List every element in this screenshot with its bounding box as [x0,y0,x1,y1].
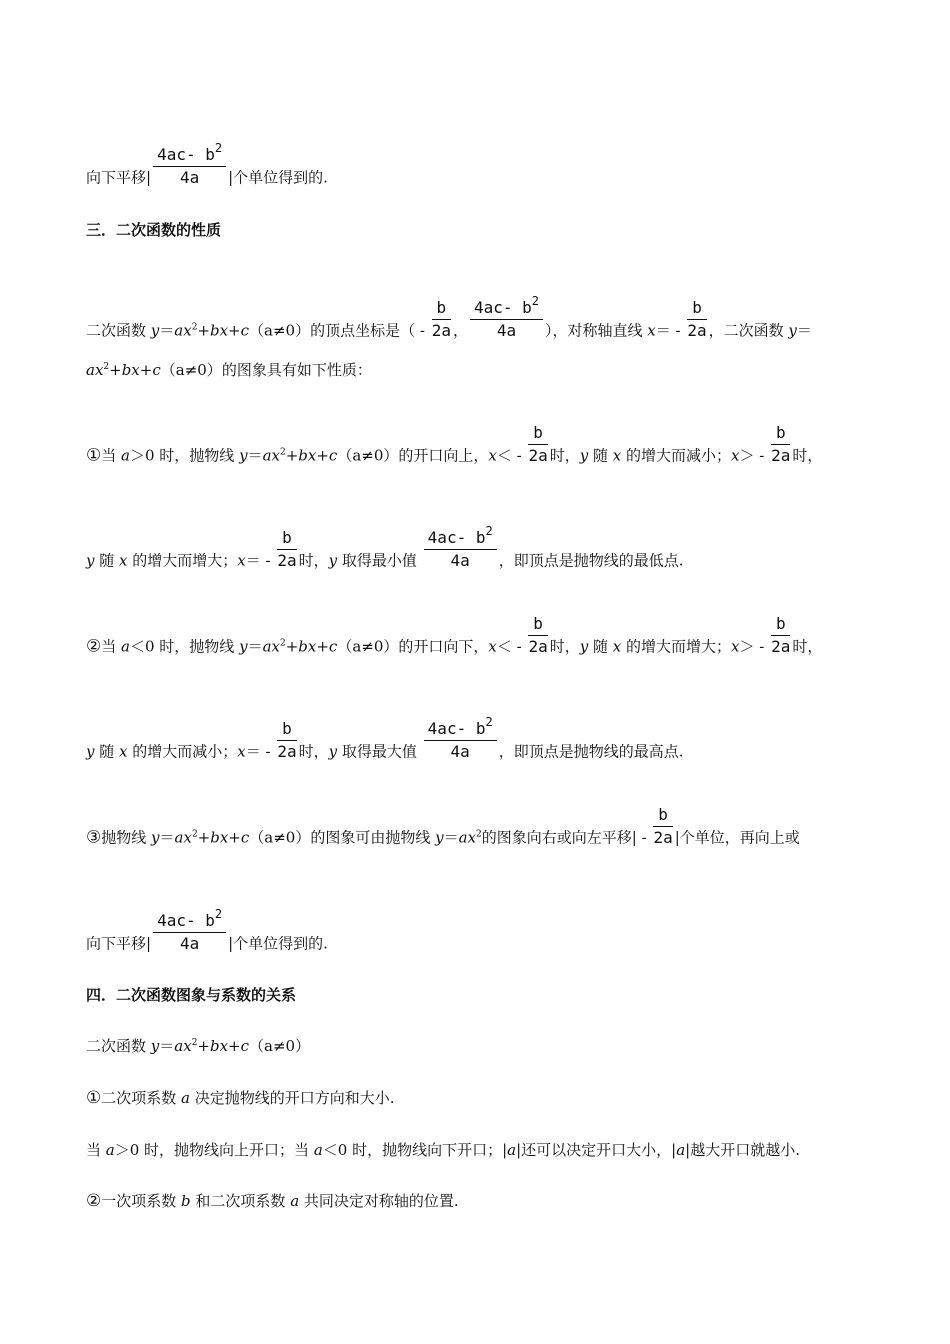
text: （a≠0） [249,828,311,847]
text: 时， [549,446,580,465]
text: ＝ [247,637,263,656]
fraction-b-over-2a [771,424,790,465]
fraction-b-over-2a [432,299,451,340]
num: b [771,615,790,636]
text-line-case1-b [86,524,684,582]
text: ， [452,321,468,340]
var: a [105,1141,115,1159]
text: 向下平移| [86,168,152,187]
text: 决定抛物线的开口方向和大小. [189,1089,395,1107]
var: y [788,321,797,340]
fraction-b-over-2a [528,424,547,465]
text: 的开口向上， [398,446,489,465]
text: 取得最大值 [337,742,422,761]
text: 当 [101,637,122,656]
sup: 2 [485,715,493,729]
var: x [119,742,128,761]
var: y [150,1037,160,1055]
var: a [121,446,130,465]
den: 2a [277,742,297,761]
text-line-def [86,1036,310,1056]
den: 2a [653,828,673,847]
sup: 2 [531,294,540,308]
num: b [528,424,547,445]
text-line-shift-2 [86,907,328,965]
circled-2: ② [86,636,102,657]
den: 4a [496,321,517,340]
var: x [488,446,497,465]
text: 二次函数 [86,1037,151,1055]
den: 4a [450,742,470,761]
var: +bx+c [197,1037,250,1055]
fraction-b-over-2a [687,299,706,340]
text: ＞0 时，抛物线 [129,446,240,465]
var: ax [262,637,280,656]
text: 二次函数 [86,321,151,340]
num: b [277,529,296,550]
var: +bx+c [109,361,161,379]
fraction-b-over-2a [528,615,547,656]
var: x [731,446,740,465]
text: 抛物线 [101,828,152,847]
text: 随 [588,637,613,656]
text: 向下平移| [86,934,152,953]
text: ＝ [443,828,459,847]
fraction-b-over-2a [653,806,672,847]
num: b [432,299,451,320]
num: 4ac- b [157,145,215,164]
sup: 2 [476,829,482,840]
var: +bx+c [285,637,338,656]
var: x [237,742,246,761]
num: b [528,615,547,636]
text: 的增大而减小； [127,742,238,761]
var: a [676,1141,686,1159]
text: 的增大而增大； [621,637,732,656]
fraction-4ac-b2-over-4a [424,524,497,570]
text: ＞ - [739,446,770,465]
text: 的图象向右或向左平移| - [481,828,652,847]
text: |个单位，再向上或 [674,828,800,847]
num: b [277,720,296,741]
num: b [653,806,672,827]
text: ，即顶点是抛物线的最高点. [498,742,684,761]
text: 时， [298,551,329,570]
var: +bx+c [197,321,250,340]
text-line-coef-a-detail [86,1140,800,1160]
var: x [731,637,740,656]
text: （a≠0） [160,361,222,379]
text: 当 [101,446,122,465]
var: ax [262,446,280,465]
text-line-vertex [86,294,812,352]
var: x [488,637,497,656]
fraction-b-over-2a [277,529,296,570]
text: 的图象可由抛物线 [310,828,436,847]
circled-3: ③ [86,827,102,848]
fraction-4ac-b2-over-4a [153,141,226,187]
text: |还可以决定开口大小，| [516,1141,677,1159]
var: a [290,1192,300,1210]
var: a [181,1089,190,1107]
text: ＝ - [245,551,276,570]
text: 时， [549,637,580,656]
text: 随 [588,446,613,465]
var: y [579,637,589,656]
text: ＜ - [496,637,527,656]
var: x [647,321,656,340]
var: y [239,446,248,465]
var: b [181,1192,191,1210]
text: ，二次函数 [708,321,789,340]
fraction-4ac-b2-over-4a [470,294,543,340]
num: b [771,424,790,445]
var: y [150,321,160,340]
text: 的顶点坐标是（ - [310,321,430,340]
num: b [687,299,706,320]
section-heading-3: 三．二次函数的性质 [86,221,222,239]
var: y [239,637,248,656]
text-line-case1-a [86,423,823,477]
den: 2a [687,321,707,340]
num: 4ac- b [157,911,215,930]
text: （a≠0） [249,1037,311,1055]
var: ax [174,321,192,340]
num: 4ac- b [427,719,486,738]
section-heading-4: 四．二次函数图象与系数的关系 [86,986,297,1004]
sup: 2 [214,141,223,155]
text: ＝ [796,321,812,340]
text: ，即顶点是抛物线的最低点. [498,551,684,570]
var: y [86,551,95,570]
text: ＝ - [245,742,276,761]
var: y [328,551,338,570]
text-line-properties [86,360,372,380]
var: ax [174,828,192,847]
var: y [328,742,338,761]
text: 的增大而减小； [621,446,732,465]
text: 时， [792,637,823,656]
sup: 2 [279,638,286,649]
var: +bx+c [197,828,250,847]
text-line-case3 [86,805,800,859]
num: 4ac- b [427,528,486,547]
sup: 2 [103,362,110,372]
text-line-case2-a [86,614,823,668]
var: a [121,637,130,656]
den: 2a [277,551,297,570]
sup: 2 [279,447,286,458]
var: x [612,637,622,656]
text: 共同决定对称轴的位置. [299,1192,459,1210]
circled-1: ① [86,1088,102,1108]
text: 和二次项系数 [190,1192,291,1210]
text-line-coef-a [86,1088,395,1108]
text: ），对称轴直线 [545,321,648,340]
text: ＜0 时，抛物线 [129,637,240,656]
text: ＝ - [655,321,686,340]
var: x [612,446,622,465]
sup: 2 [485,524,493,538]
sup: 2 [191,829,198,840]
text: （a≠0） [249,321,311,340]
text: |越大开口就越小. [685,1141,800,1159]
text: ＝ [159,1037,175,1055]
text: 随 [94,742,120,761]
text: （a≠0） [337,637,399,656]
text: ＝ [247,446,263,465]
var: ax [86,361,104,379]
fraction-b-over-2a [277,720,296,761]
text-line-shift-1 [86,141,328,199]
var: y [435,828,444,847]
den: 2a [771,446,791,465]
text: 的增大而增大； [127,551,238,570]
circled-2: ② [86,1191,102,1211]
den: 4a [179,934,200,953]
var: ax [174,1037,192,1055]
text: 当 [86,1141,106,1159]
fraction-4ac-b2-over-4a [153,907,226,953]
text: ＝ [159,828,175,847]
var: x [237,551,246,570]
text: ＜ - [496,446,527,465]
text: 二次项系数 [101,1089,182,1107]
text: ＞0 时，抛物线向上开口；当 [114,1141,314,1159]
den: 2a [528,637,548,656]
text: 一次项系数 [101,1192,182,1210]
var: y [86,742,95,761]
den: 4a [450,551,470,570]
var: y [579,446,589,465]
sup: 2 [191,322,198,333]
den: 2a [771,637,791,656]
text: （a≠0） [337,446,399,465]
var: y [151,828,160,847]
var: +bx+c [285,446,338,465]
num: 4ac- b [473,298,532,317]
text: 取得最小值 [337,551,422,570]
text: 时， [792,446,823,465]
text: ＜0 时，抛物线向下开口；| [322,1141,508,1159]
circled-1: ① [86,445,102,466]
text: 时， [298,742,329,761]
var: ax [458,828,477,847]
text: 的开口向下， [398,637,489,656]
text-line-case2-b [86,715,684,773]
text: ＞ - [739,637,770,656]
text: |个单位得到的. [228,168,328,187]
den: 2a [431,321,451,340]
fraction-4ac-b2-over-4a [424,715,497,761]
fraction-b-over-2a [771,615,790,656]
den: 2a [528,446,548,465]
sup: 2 [214,907,223,921]
var: x [119,551,128,570]
text-line-coef-b [86,1191,459,1211]
var: a [313,1141,323,1159]
text: 的图象具有如下性质： [221,361,372,379]
text: ＝ [159,321,175,340]
sup: 2 [191,1038,198,1048]
text: |个单位得到的. [228,934,328,953]
var: a [507,1141,517,1159]
den: 4a [179,168,200,187]
text: 随 [94,551,120,570]
